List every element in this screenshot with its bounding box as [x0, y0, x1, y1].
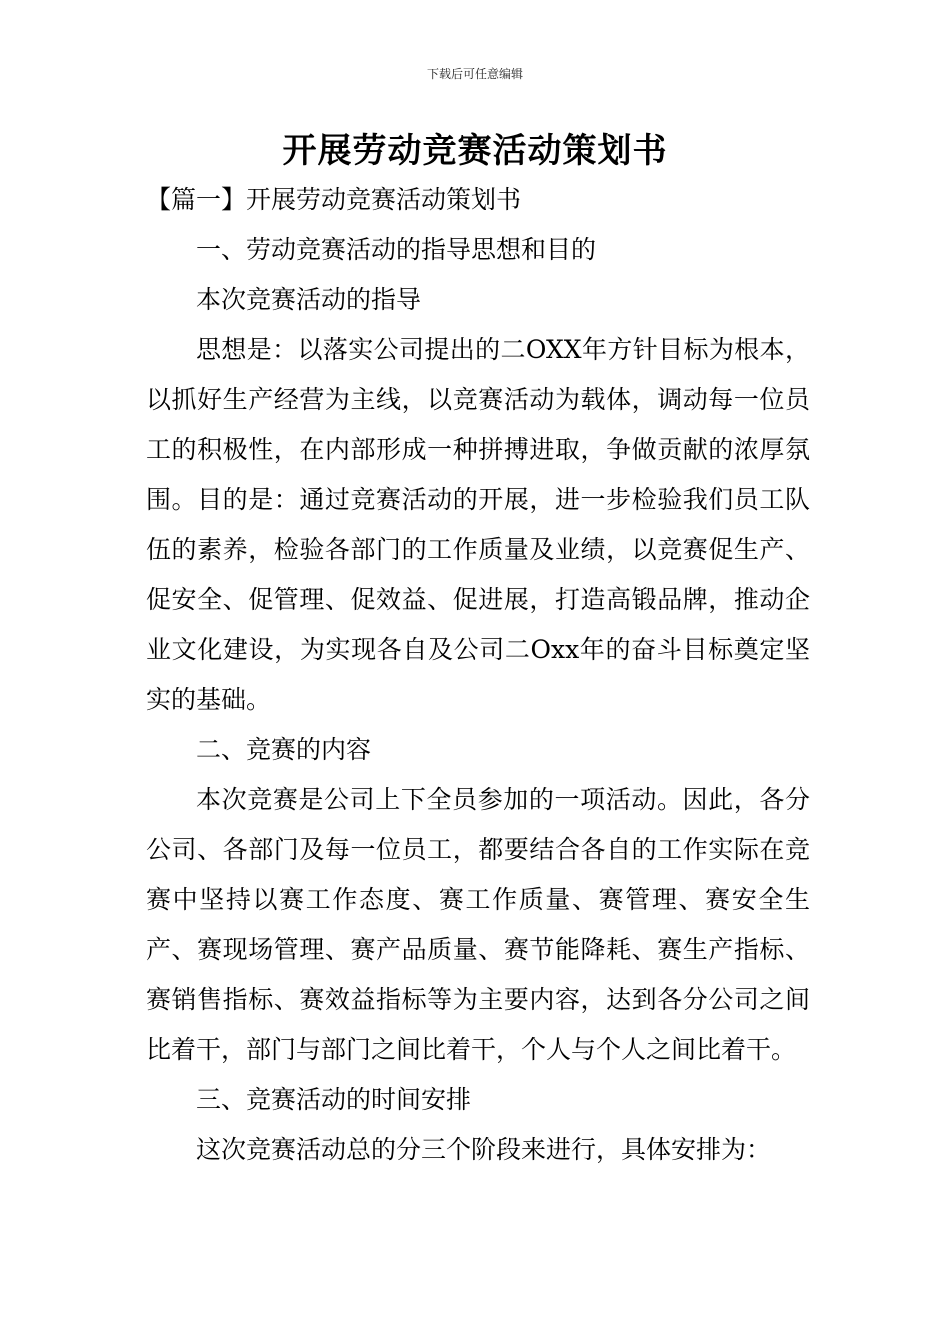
paragraph-schedule-intro: 这次竞赛活动总的分三个阶段来进行，具体安排为：: [196, 1135, 772, 1164]
heading-competition-content: 二、竞赛的内容: [196, 735, 372, 764]
header-note: 下载后可任意编辑: [426, 67, 523, 81]
heading-guiding-ideology: 一、劳动竞赛活动的指导思想和目的: [196, 235, 597, 264]
section-label: 【篇一】开展劳动竞赛活动策划书: [146, 185, 522, 214]
paragraph-competition-content: 本次竞赛是公司上下全员参加的一项活动。因此，各分公司、各部门及每一位员工，都要结合各自的工作实际在竞赛中坚持以赛工作态度、赛工作质量、赛管理、赛安全生产、赛现场管理、赛产品质量、赛节能降耗、赛生产指标、赛销售指标、赛效益指标等为主要内容，达到各分公司之间比着干，部门与部门之间比着干，个人与个人之间比着干。: [146, 785, 810, 1064]
heading-schedule: 三、竞赛活动的时间安排: [196, 1085, 472, 1114]
document-body: [146, 175, 810, 1175]
paragraph-guidance-intro: 本次竞赛活动的指导: [196, 285, 422, 314]
document-title: 开展劳动竞赛活动策划书: [282, 131, 668, 171]
paragraph-guidance-purpose: 思想是：以落实公司提出的二OXX年方针目标为根本，以抓好生产经营为主线，以竞赛活动为载体，调动每一位员工的积极性，在内部形成一种拼搏进取，争做贡献的浓厚氛围。目的是：通过竞赛活动的开展，进一步检验我们员工队伍的素养，检验各部门的工作质量及业绩，以竞赛促生产、促安全、促管理、促效益、促进展，打造高锻品牌，推动企业文化建设，为实现各自及公司二Oxx年的奋斗目标奠定坚实的基础。: [146, 335, 810, 714]
